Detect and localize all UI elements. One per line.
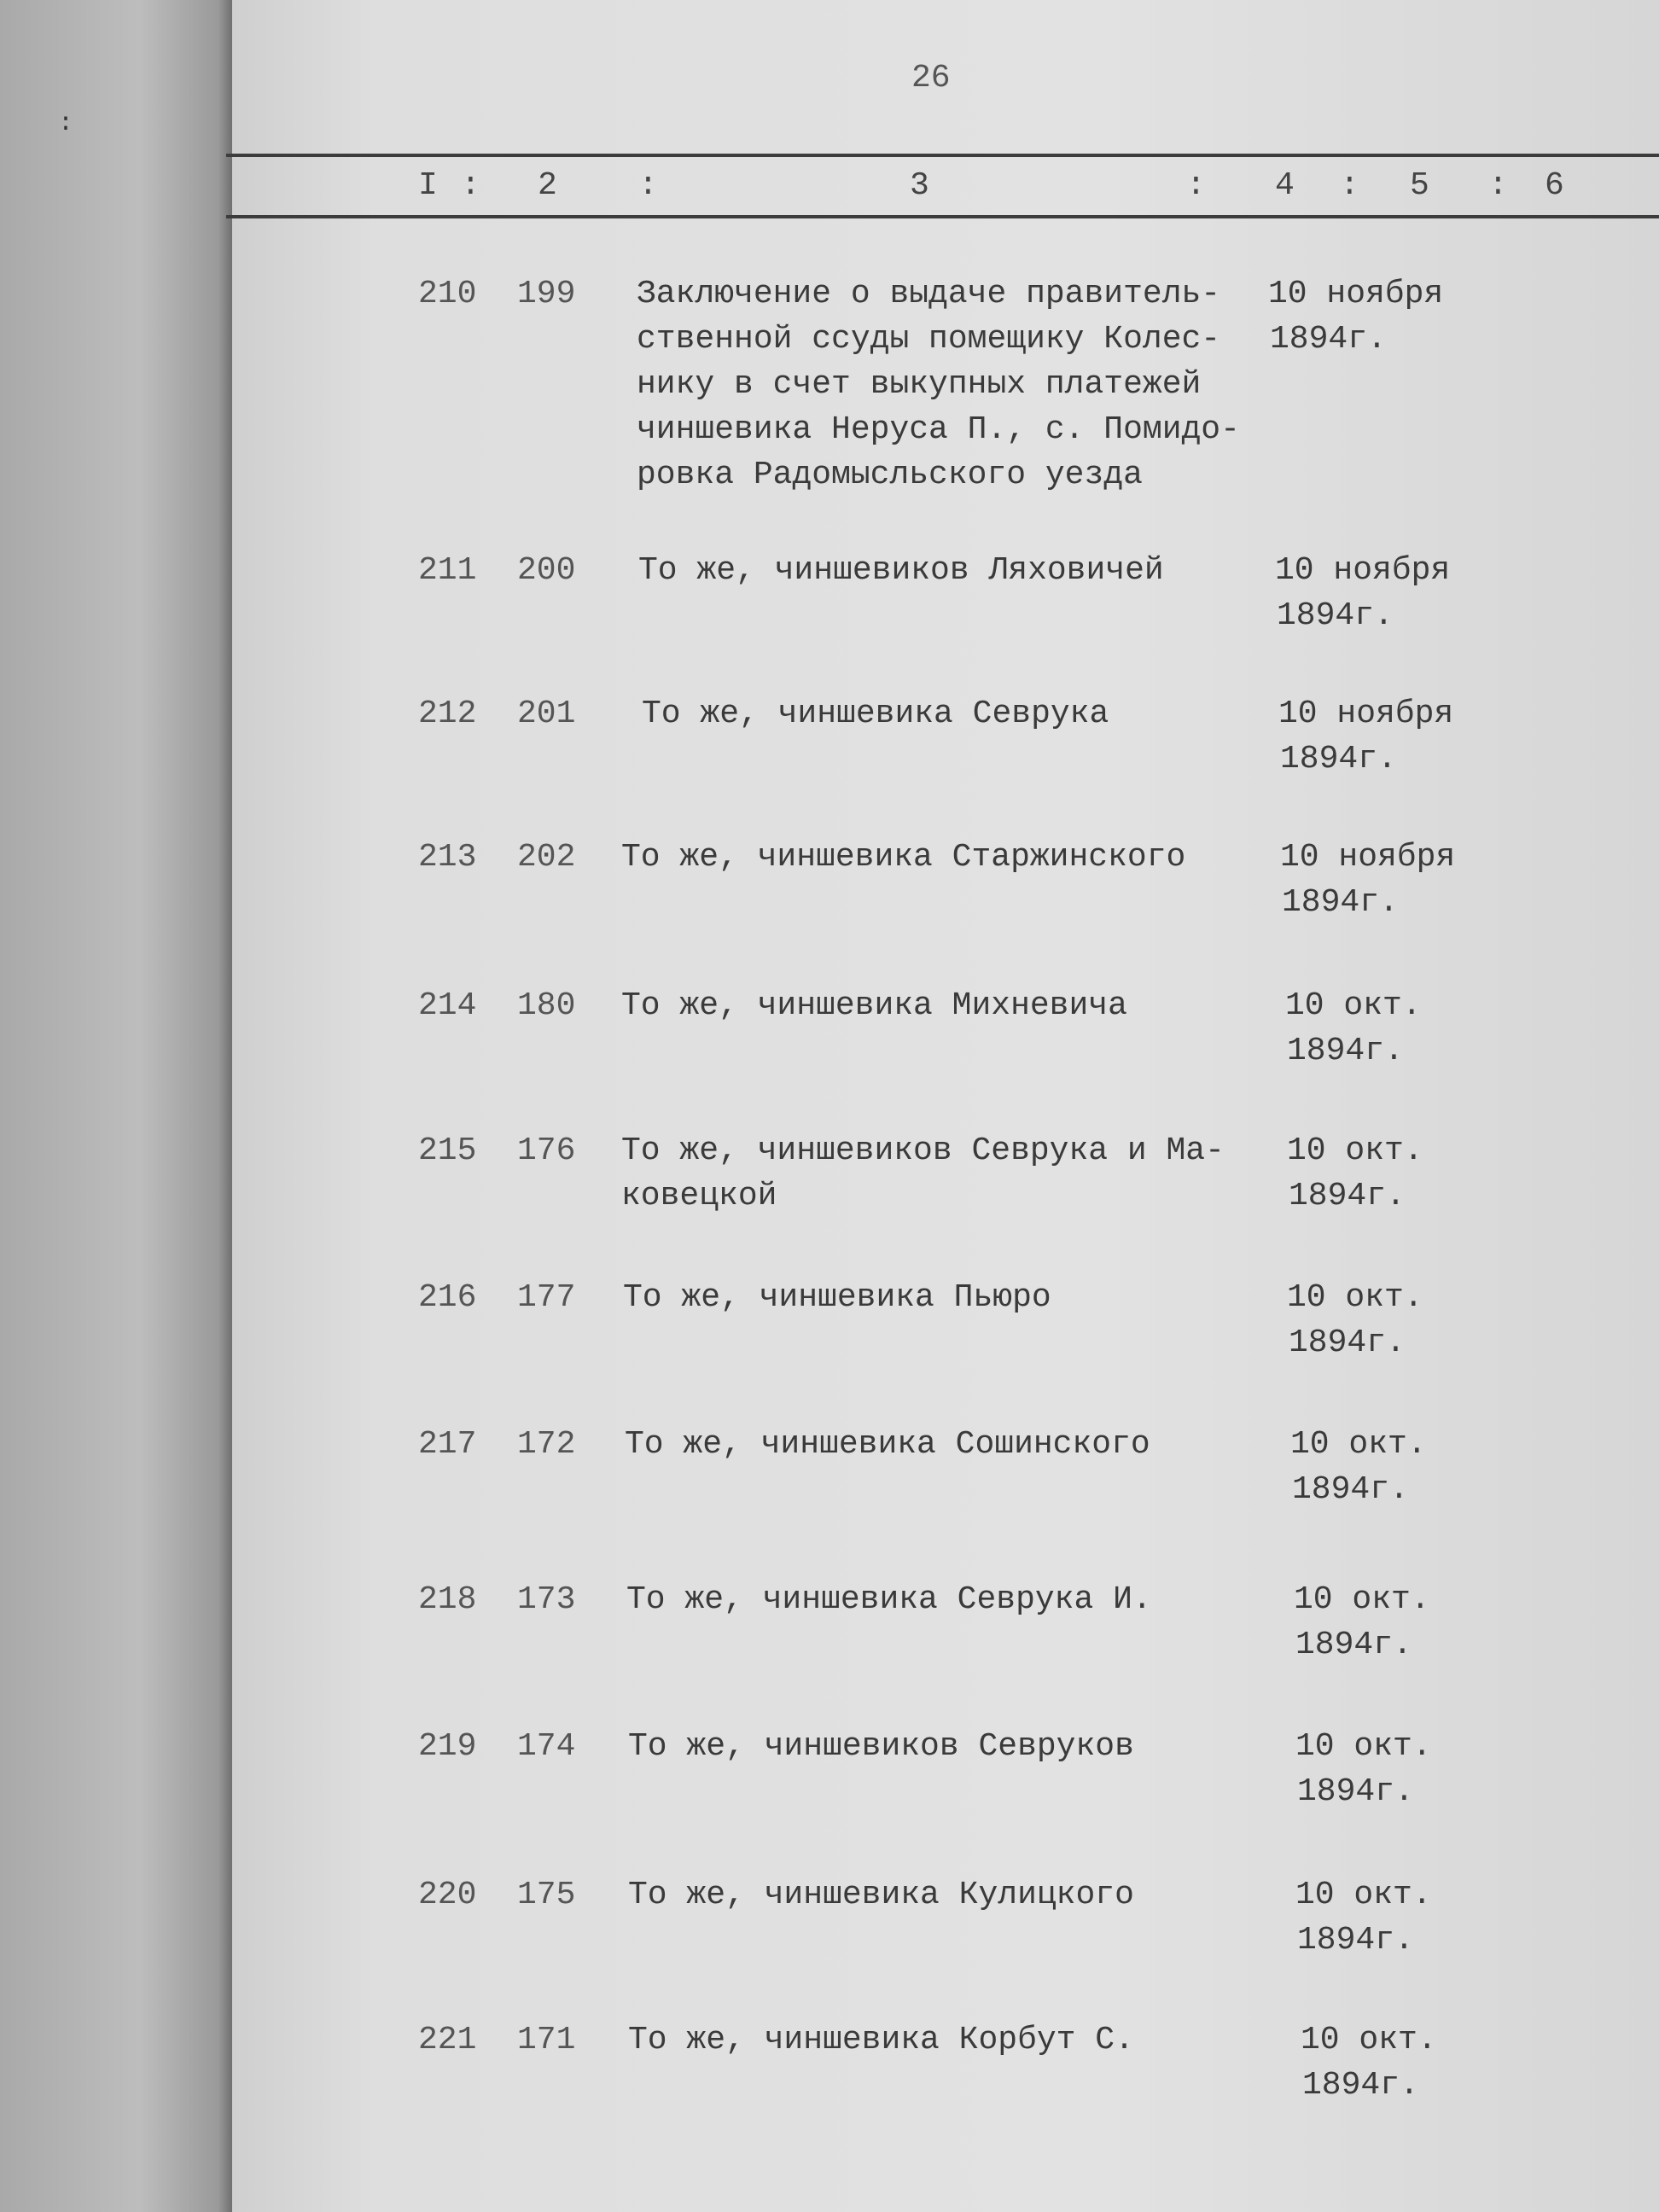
old-item-number: 180	[517, 987, 576, 1024]
item-description-line: ственной ссуды помещику Колес-	[637, 321, 1221, 358]
item-date-line: 10 окт.	[1294, 1581, 1430, 1618]
item-date-line: 1894г.	[1280, 741, 1397, 777]
column-separator: :	[638, 167, 658, 204]
old-item-number: 174	[517, 1728, 576, 1765]
item-number: 212	[418, 696, 477, 732]
item-number: 215	[418, 1132, 477, 1169]
item-description-line: То же, чиншевиков Севрука и Ма-	[621, 1132, 1225, 1169]
old-item-number: 177	[517, 1279, 576, 1316]
item-description-line: ровка Радомысльского уезда	[637, 457, 1143, 493]
header-bottom-rule	[226, 215, 1659, 218]
old-item-number: 173	[517, 1581, 576, 1618]
column-separator: :	[1340, 167, 1359, 204]
column-separator: :	[1186, 167, 1206, 204]
item-description-line: То же, чиншевика Севрука И.	[626, 1581, 1152, 1618]
item-date-line: 10 окт.	[1295, 1877, 1432, 1913]
item-description-line: чиншевика Неруса П., с. Помидо-	[637, 411, 1240, 448]
item-date-line: 10 окт.	[1287, 1132, 1423, 1169]
item-number: 218	[418, 1581, 477, 1618]
item-date-line: 1894г.	[1295, 1627, 1412, 1663]
column-header-2: 2	[538, 167, 557, 204]
item-description-line: нику в счет выкупных платежей	[637, 366, 1202, 403]
old-item-number: 171	[517, 2022, 576, 2058]
item-description-line: То же, чиншевика Пьюро	[623, 1279, 1051, 1316]
item-number: 210	[418, 276, 477, 312]
item-date-line: 10 окт.	[1287, 1279, 1423, 1316]
item-description-line: Заключение о выдаче правитель-	[637, 276, 1221, 312]
item-date-line: 1894г.	[1289, 1324, 1406, 1361]
item-number: 217	[418, 1426, 477, 1463]
item-number: 214	[418, 987, 477, 1024]
old-item-number: 172	[517, 1426, 576, 1463]
column-header-3: 3	[910, 167, 929, 204]
item-date-line: 1894г.	[1302, 2067, 1419, 2104]
item-description-line: ковецкой	[621, 1178, 777, 1214]
item-date-line: 10 ноября	[1275, 552, 1451, 589]
column-separator: :	[461, 167, 480, 204]
item-number: 211	[418, 552, 477, 589]
item-description-line: То же, чиншевика Севрука	[642, 696, 1109, 732]
old-item-number: 176	[517, 1132, 576, 1169]
item-date-line: 10 ноября	[1280, 839, 1456, 876]
item-description-line: То же, чиншевика Старжинского	[621, 839, 1186, 876]
item-number: 220	[418, 1877, 477, 1913]
old-item-number: 199	[517, 276, 576, 312]
item-date-line: 1894г.	[1287, 1033, 1404, 1069]
item-number: 213	[418, 839, 477, 876]
item-description-line: То же, чиншевика Сошинского	[625, 1426, 1150, 1463]
column-separator: :	[1488, 167, 1508, 204]
item-date-line: 10 окт.	[1290, 1426, 1427, 1463]
item-description-line: То же, чиншевиков Севруков	[628, 1728, 1134, 1765]
old-item-number: 175	[517, 1877, 576, 1913]
old-item-number: 200	[517, 552, 576, 589]
item-description-line: То же, чиншевика Корбут С.	[628, 2022, 1134, 2058]
page-number: 26	[911, 60, 951, 96]
item-date-line: 1894г.	[1292, 1471, 1409, 1508]
old-item-number: 201	[517, 696, 576, 732]
item-description-line: То же, чиншевиков Ляховичей	[638, 552, 1164, 589]
column-header-1: I	[418, 167, 438, 204]
item-number: 219	[418, 1728, 477, 1765]
item-date-line: 1894г.	[1277, 597, 1394, 634]
item-date-line: 1894г.	[1297, 1922, 1414, 1959]
old-item-number: 202	[517, 839, 576, 876]
item-date-line: 1894г.	[1282, 884, 1399, 921]
column-header-6: 6	[1545, 167, 1564, 204]
item-description-line: То же, чиншевика Михневича	[621, 987, 1127, 1024]
binding-margin	[0, 0, 232, 2212]
column-header-4: 4	[1275, 167, 1295, 204]
item-date-line: 1894г.	[1289, 1178, 1406, 1214]
item-number: 221	[418, 2022, 477, 2058]
item-date-line: 10 окт.	[1295, 1728, 1432, 1765]
item-date-line: 1894г.	[1297, 1773, 1414, 1810]
column-header-5: 5	[1410, 167, 1429, 204]
item-date-line: 10 ноября	[1268, 276, 1444, 312]
item-date-line: 10 ноября	[1278, 696, 1454, 732]
item-date-line: 1894г.	[1270, 321, 1387, 358]
item-date-line: 10 окт.	[1301, 2022, 1437, 2058]
item-description-line: То же, чиншевика Кулицкого	[628, 1877, 1134, 1913]
header-top-rule	[226, 154, 1659, 157]
item-number: 216	[418, 1279, 477, 1316]
margin-mark: :	[58, 109, 74, 138]
item-date-line: 10 окт.	[1285, 987, 1422, 1024]
